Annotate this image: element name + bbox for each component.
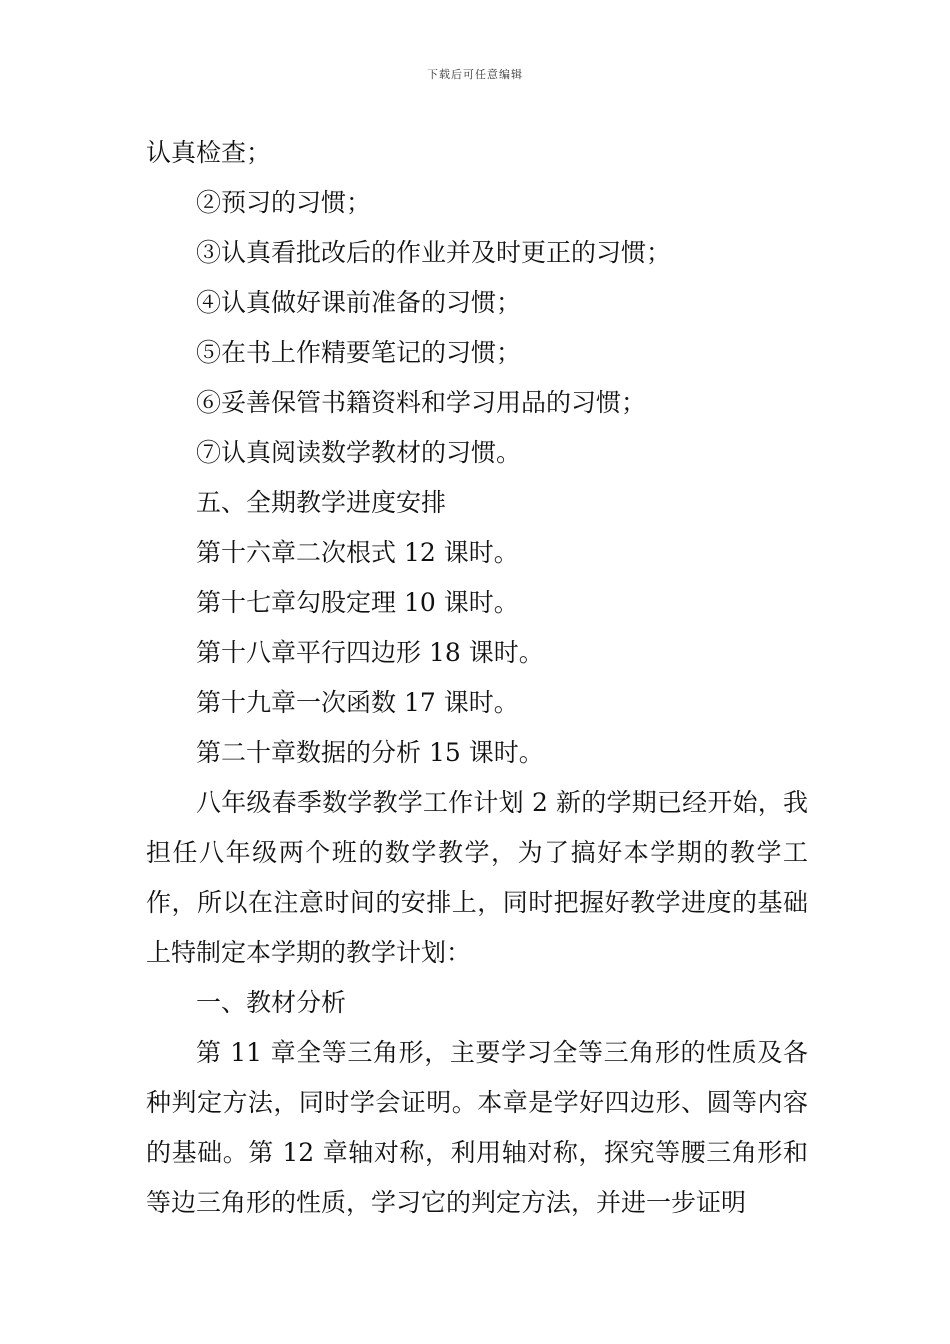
habit-item-2: ②预习的习惯； [196, 188, 372, 217]
schedule-item: 第十六章二次根式 12 课时。 [196, 538, 519, 567]
habit-item-3: ③认真看批改后的作业并及时更正的习惯； [196, 238, 672, 267]
page-header-note: 下载后可任意编辑 [427, 68, 523, 81]
schedule-item: 第十七章勾股定理 10 课时。 [196, 588, 519, 617]
habit-item-4: ④认真做好课前准备的习惯； [196, 288, 522, 317]
text-line: 认真检查； [146, 138, 272, 167]
section-heading-schedule: 五、全期教学进度安排 [196, 488, 447, 517]
schedule-item: 第十九章一次函数 17 课时。 [196, 688, 519, 717]
analysis-paragraph: 第 11 章全等三角形，主要学习全等三角形的性质及各种判定方法，同时学会证明。本章是学好四边形、圆等内容的基础。第 12 章轴对称，利用轴对称，探究等腰三角形和等边三角形的性质，学习它的判定方法，并进一步证明 [146, 1038, 808, 1217]
habit-item-6: ⑥妥善保管书籍资料和学习用品的习惯； [196, 388, 647, 417]
section-heading-textbook-analysis: 一、教材分析 [196, 988, 347, 1017]
schedule-item: 第十八章平行四边形 18 课时。 [196, 638, 544, 667]
document-body [146, 128, 808, 1228]
habit-item-5: ⑤在书上作精要笔记的习惯； [196, 338, 522, 367]
habit-item-7: ⑦认真阅读数学教材的习惯。 [196, 438, 522, 467]
intro-paragraph: 八年级春季数学教学工作计划 2 新的学期已经开始，我担任八年级两个班的数学教学，为了搞好本学期的教学工作，所以在注意时间的安排上，同时把握好教学进度的基础上特制定本学期的教学计划： [146, 788, 808, 967]
schedule-item: 第二十章数据的分析 15 课时。 [196, 738, 544, 767]
